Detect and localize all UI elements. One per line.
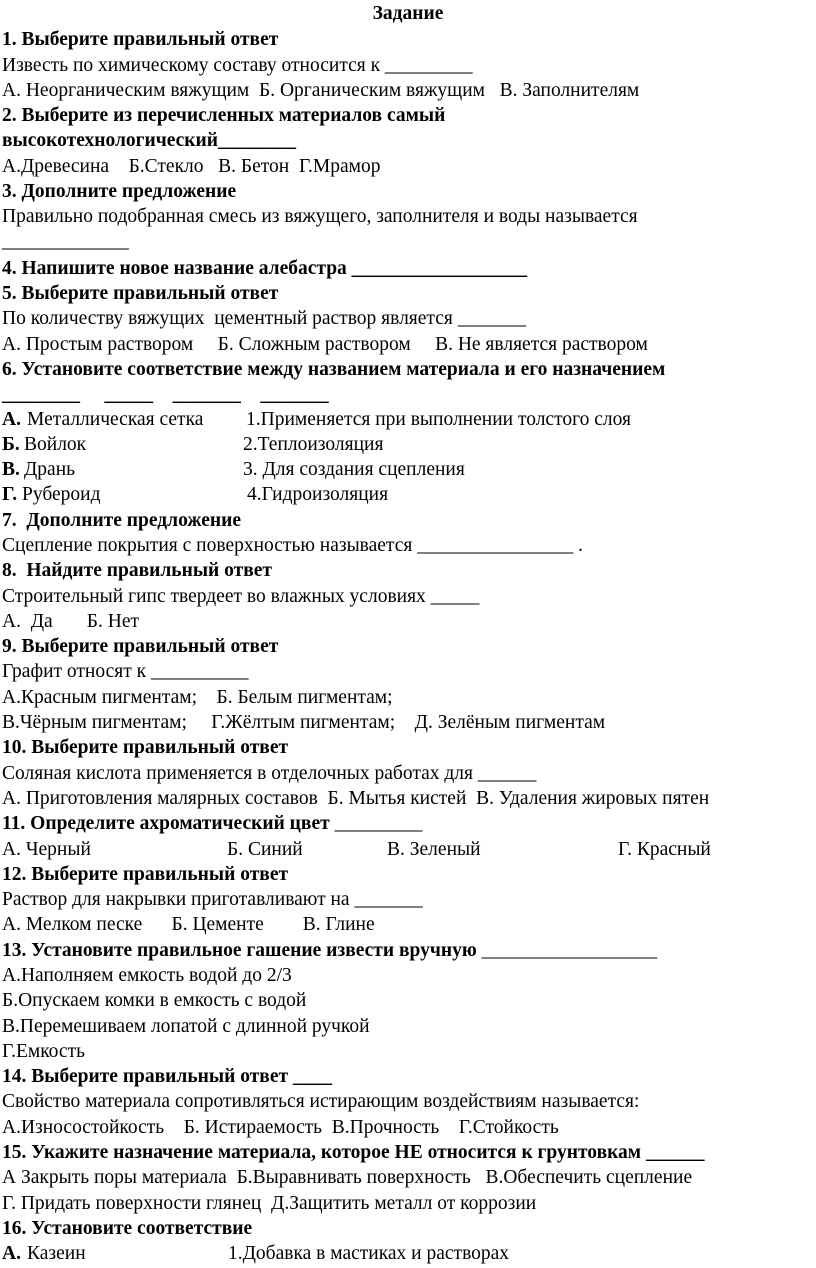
- q16-row-letter: А.: [2, 1243, 21, 1264]
- q9-options-line2: В.Чёрным пигментам; Г.Жёлтым пигментам; Д. Зелёным пигментам: [2, 712, 606, 733]
- q6-row-material: Рубероид: [22, 484, 101, 505]
- q11-option: Б. Синий: [227, 839, 303, 860]
- q10-heading: 10. Выберите правильный ответ: [2, 737, 289, 758]
- q13-item-d: Г.Емкость: [2, 1041, 85, 1062]
- q9-options-line1: А.Красным пигментам; Б. Белым пигментам;: [2, 687, 393, 708]
- q13-blank: __________________: [476, 940, 658, 961]
- q8-heading: 8. Найдите правильный ответ: [2, 560, 272, 581]
- q5-options: А. Простым раствором Б. Сложным раствором В. Не является раствором: [2, 334, 648, 355]
- q6-row-purpose: 1.Применяется при выполнении толстого слоя: [246, 409, 631, 430]
- q14-text: Свойство материала сопротивляться истирающим воздействиям называется:: [2, 1091, 640, 1112]
- q6-row-letter: Г.: [2, 484, 18, 505]
- q1-heading: 1. Выберите правильный ответ: [2, 29, 279, 50]
- q16-row-purpose: 1.Добавка в мастиках и растворах: [228, 1243, 510, 1264]
- q16-heading: 16. Установите соответствие: [2, 1218, 253, 1239]
- q6-row-material: Дрань: [24, 459, 76, 480]
- q5-heading: 5. Выберите правильный ответ: [2, 283, 279, 304]
- q13-item-b: Б.Опускаем комки в емкость с водой: [2, 990, 307, 1011]
- q12-heading: [2, 863, 288, 887]
- q6-heading: 6. Установите соответствие между названием материала и его назначением: [2, 359, 666, 380]
- q3-heading: 3. Дополните предложение: [2, 181, 237, 202]
- q12-text: Раствор для накрывки приготавливают на _______: [2, 889, 423, 910]
- q14-heading: 14. Выберите правильный ответ ____: [2, 1066, 332, 1087]
- q15-heading: 15. Укажите назначение материала, которое НЕ относится к грунтовкам ______: [2, 1142, 705, 1163]
- q11-option: В. Зеленый: [387, 839, 481, 860]
- q8-options: А. Да Б. Нет: [2, 611, 139, 632]
- q15-options-line1: А Закрыть поры материала Б.Выравнивать поверхность В.Обеспечить сцепление: [2, 1167, 693, 1188]
- q1-options: А. Неорганическим вяжущим Б. Органическим вяжущим В. Заполнителям: [2, 80, 640, 101]
- q12-heading-text: . Выберите правильный ответ: [21, 864, 289, 885]
- q3-text: Правильно подобранная смесь из вяжущего, заполнителя и воды называется: [2, 206, 638, 227]
- q11-heading: [2, 812, 422, 836]
- q6-row-letter: А.: [2, 409, 21, 430]
- q16-row-material: Казеин: [27, 1243, 86, 1264]
- q1-text: Известь по химическому составу относится к _________: [2, 55, 473, 76]
- q6-row-purpose: 3. Для создания сцепления: [243, 459, 465, 480]
- q10-text: Соляная кислота применяется в отделочных работах для ______: [2, 763, 537, 784]
- q11-option: Г. Красный: [618, 839, 711, 860]
- q7-text: Сцепление покрытия с поверхностью называется ________________ .: [2, 535, 583, 556]
- q11-heading-text: 11. Определите ахроматический цвет: [2, 813, 330, 834]
- q6-row-purpose: 4.Гидроизоляция: [247, 484, 389, 505]
- q2-options: А.Древесина Б.Стекло В. Бетон Г.Мрамор: [2, 156, 381, 177]
- q11-blank: _________: [329, 813, 423, 834]
- q9-text: Графит относят к __________: [2, 661, 249, 682]
- q13-heading: [2, 939, 657, 963]
- q13-item-c: В.Перемешиваем лопатой с длинной ручкой: [2, 1016, 370, 1037]
- q13-heading-text: 13. Установите правильное гашение извести вручную: [2, 940, 477, 961]
- q4-heading: 4. Напишите новое название алебастра __________________: [2, 258, 528, 279]
- q2-heading-line2: высокотехнологический________: [2, 130, 296, 151]
- q6-row-letter: Б.: [2, 434, 20, 455]
- page-title: Задание: [372, 3, 444, 24]
- q6-row-material: Войлок: [24, 434, 87, 455]
- q9-heading: 9. Выберите правильный ответ: [2, 636, 279, 657]
- q6-row-purpose: 2.Теплоизоляция: [243, 434, 384, 455]
- q8-text: Строительный гипс твердеет во влажных условиях _____: [2, 586, 480, 607]
- q2-heading-line1: 2. Выберите из перечисленных материалов самый: [2, 105, 446, 126]
- q6-blanks: ________ _____ _______ _______: [2, 384, 329, 405]
- q13-item-a: А.Наполняем емкость водой до 2/3: [2, 965, 292, 986]
- q12-number: 12: [2, 864, 22, 885]
- q3-blank: _____________: [2, 231, 129, 252]
- q6-row-letter: В.: [2, 459, 20, 480]
- q10-options: А. Приготовления малярных составов Б. Мытья кистей В. Удаления жировых пятен: [2, 788, 710, 809]
- q14-options: А.Износостойкость Б. Истираемость В.Прочность Г.Стойкость: [2, 1117, 559, 1138]
- q12-options: А. Мелком песке Б. Цементе В. Глине: [2, 914, 375, 935]
- q6-row-material: Металлическая сетка: [27, 409, 204, 430]
- q15-options-line2: Г. Придать поверхности глянец Д.Защитить металл от коррозии: [2, 1193, 537, 1214]
- q11-option: А. Черный: [2, 839, 91, 860]
- q7-heading: 7. Дополните предложение: [2, 510, 241, 531]
- q5-text: По количеству вяжущих цементный раствор является _______: [2, 308, 526, 329]
